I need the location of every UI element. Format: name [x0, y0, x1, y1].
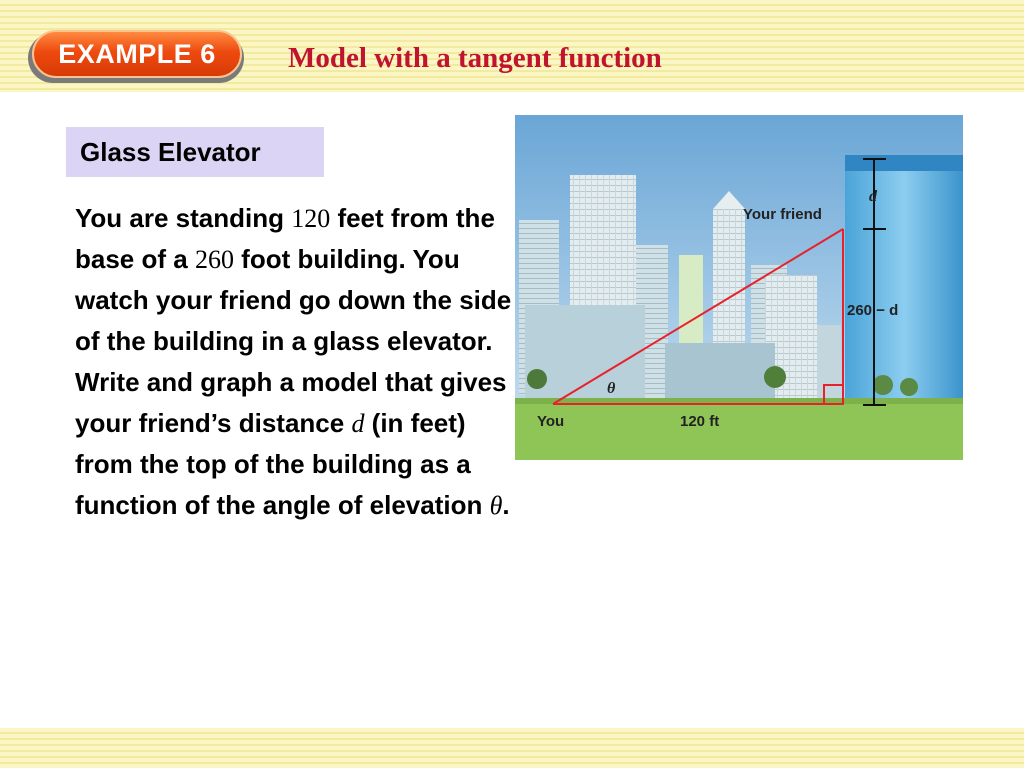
label-260-minus-d: 260 − d — [847, 302, 899, 319]
building — [817, 325, 841, 405]
problem-text-part: . — [502, 490, 510, 520]
number-260: 260 — [194, 245, 234, 274]
problem-text-part: (in feet) from the top of the building as a function of the angle of elevation — [75, 408, 490, 520]
section-label: Glass Elevator — [66, 127, 324, 177]
variable-theta: θ — [489, 491, 503, 520]
tree — [873, 375, 893, 395]
ground — [515, 398, 963, 460]
problem-text-part: feet from the base of a — [75, 203, 495, 274]
problem-text — [75, 198, 515, 526]
illustration-svg — [515, 115, 963, 460]
building — [665, 343, 775, 405]
example-title: Model with a tangent function — [288, 42, 662, 74]
tree — [527, 369, 547, 389]
tree — [764, 366, 786, 388]
problem-text-part: You are standing — [75, 203, 292, 233]
example-badge: EXAMPLE 6 — [32, 30, 242, 78]
problem-text-part: foot building. You watch your friend go down the side of the building in a glass elevator. Write and graph a model that gives your friend’s distance — [75, 244, 512, 438]
label-you: You — [537, 413, 565, 430]
footer-band — [0, 728, 1024, 768]
number-120: 120 — [291, 204, 331, 233]
elevator-illustration — [515, 115, 963, 460]
building — [525, 305, 645, 405]
label-angle-theta: θ — [607, 380, 616, 397]
glass-building — [845, 155, 963, 405]
label-your-friend: Your friend — [743, 206, 822, 223]
variable-d: d — [351, 409, 365, 438]
glass-building-top — [845, 155, 963, 171]
label-d: d — [869, 188, 877, 205]
tree — [900, 378, 918, 396]
label-base-120ft: 120 ft — [680, 413, 720, 430]
